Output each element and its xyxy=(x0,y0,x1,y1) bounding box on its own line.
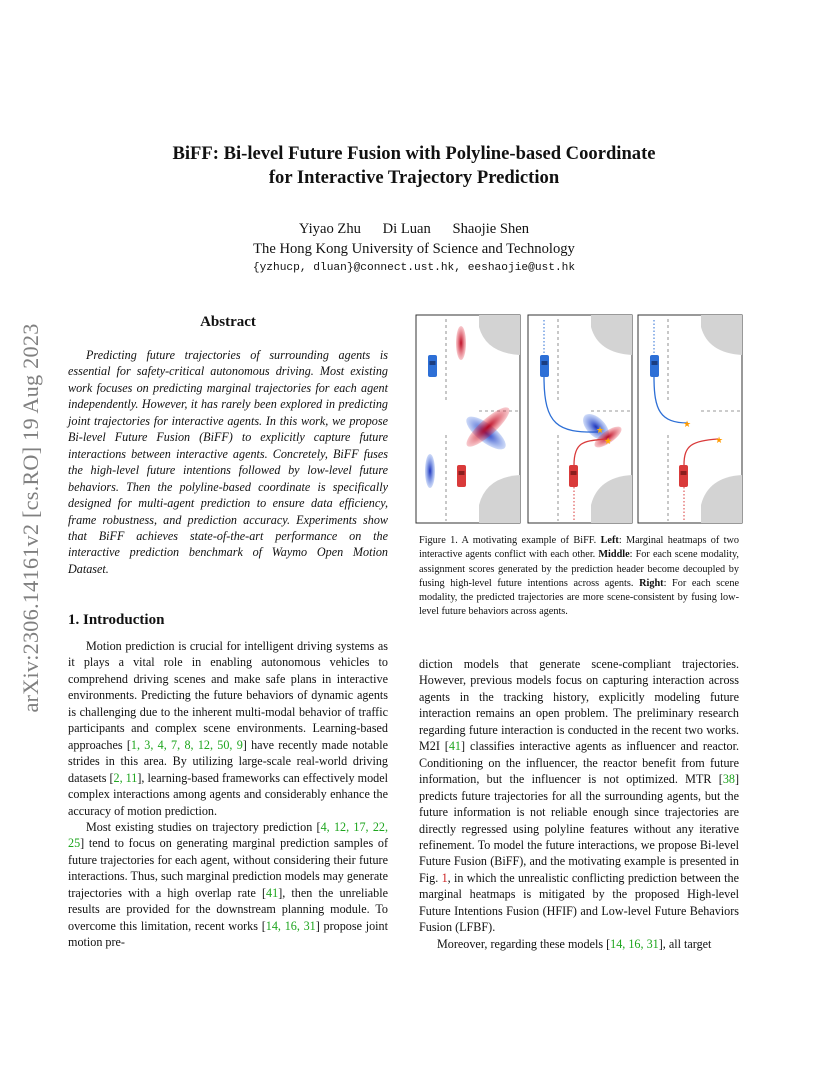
figure-panel-right xyxy=(638,315,742,523)
intro-paragraph-1 xyxy=(68,638,388,819)
red-heatmap-top xyxy=(456,326,466,360)
blue-car xyxy=(428,355,437,377)
text-run: diction models that generate scene-compliant trajectories. However, previous models focus on capturing interaction across agents in the tracking history, explicitly modeling future interaction remains an open problem. The preliminary research regarding future interaction is conducted in the recent two works. M2I [ xyxy=(419,657,739,754)
title-line-1: BiFF: Bi-level Future Fusion with Polyline-based Coordinate xyxy=(172,143,656,164)
citation-link[interactable]: 1, 3, 4, 7, 8, 12, 50, 9 xyxy=(130,737,243,752)
author-1: Yiyao Zhu xyxy=(298,221,361,237)
text-run: ], all target xyxy=(658,936,712,951)
citation-link[interactable]: 14, 16, 31 xyxy=(265,918,316,933)
svg-text:★: ★ xyxy=(683,420,692,430)
text-run: Most existing studies on trajectory prediction [ xyxy=(86,819,321,834)
figure-1-illustration xyxy=(414,314,744,524)
paper-title xyxy=(100,142,728,190)
caption-left-bold: Left xyxy=(600,535,619,546)
caption-label: Figure 1. A motivating example of BiFF. xyxy=(419,535,597,546)
blue-car xyxy=(650,355,659,377)
right-paragraph-1 xyxy=(419,656,739,936)
red-car xyxy=(457,465,466,487)
citation-link[interactable]: 14, 16, 31 xyxy=(610,936,659,951)
text-run: ] have recently made notable strides in this area. By utilizing large-scale real-world driving datasets [ xyxy=(68,737,388,785)
text-run: ] classifies interactive agents as influencer and reactor. Conditioning on the influencer, the reactor benefit from future information, but the influencer is not optimized. MTR [ xyxy=(419,739,739,787)
figure-1-caption xyxy=(419,534,739,620)
author-block xyxy=(100,219,728,277)
title-line-2: for Interactive Trajectory Prediction xyxy=(268,167,560,188)
svg-text:★: ★ xyxy=(596,426,605,436)
caption-right-text: : For each scene modality, the predicted trajectories are more scene-consistent by fusing low-level future behaviors across agents. xyxy=(419,577,740,618)
text-run: Moreover, regarding these models [ xyxy=(437,936,611,951)
figure-link[interactable]: 1 xyxy=(441,870,448,885)
author-2: Di Luan xyxy=(382,221,431,237)
citation-link[interactable]: 41 xyxy=(448,739,461,754)
figure-panel-middle xyxy=(528,315,632,523)
author-email: {yzhucp, dluan}@connect.ust.hk, eeshaojie@ust.hk xyxy=(252,262,576,274)
text-run: ] tend to focus on generating marginal prediction samples of future trajectories for each agent, without considering their future interactions. Thus, such marginal prediction models may generate trajectories with a high overlap rate [ xyxy=(68,836,388,900)
blue-heatmap-bottom xyxy=(425,454,435,488)
author-3: Shaojie Shen xyxy=(452,221,530,237)
arxiv-id: arXiv:2306.14161v2 [cs.RO] 19 Aug 2023 xyxy=(18,323,43,713)
red-car xyxy=(679,465,688,487)
caption-right-bold: Right xyxy=(639,577,664,589)
text-run: ] predicts future trajectories for all the surrounding agents, but the future information is not reliable enough since trajectories are directly regressed using polyline features without any iterative refinement. To model the future interactions, we propose Bi-level Future Fusion (BiFF), and the motivating example is presented in Fig. xyxy=(419,772,739,885)
text-run: ], learning-based frameworks can effectively model complex interactions among agents and considerably enhance the accuracy of motion prediction. xyxy=(68,770,388,818)
blue-car xyxy=(540,355,549,377)
caption-left-text: : Marginal heatmaps of two interactive agents conflict with each other. xyxy=(419,535,740,561)
author-names xyxy=(100,219,728,239)
abstract-text: Predicting future trajectories of surrounding agents is essential for safety-critical autonomous driving. Most existing work focuses on predicting marginal trajectories for each agent independently. However, it has rarely been explored in predicting joint trajectories for interactive agents. In this work, we propose Bi-level Future Fusion (BiFF) to explicitly capture future interactions between interactive agents. Concretely, BiFF fuses the high-level future intentions followed by low-level future behaviors. Then the polyline-based coordinate is specifically designed for multi-agent prediction to ensure data efficiency, frame robustness, and prediction accuracy. Experiments show that BiFF achieves state-of-the-art performance on the interactive prediction benchmark of Waymo Open Motion Dataset. xyxy=(68,348,388,576)
caption-middle-text: : For each scene modality, assignment scores generated by the prediction header become decoupled by fusing high-level future intentions across agents. xyxy=(419,549,739,589)
figure-1 xyxy=(414,314,744,524)
arxiv-stamp xyxy=(15,278,47,758)
text-run: ], then the unreliable results are provided for the downstream planning module. To overcome this limitation, recent works [ xyxy=(68,885,388,933)
red-car xyxy=(569,465,578,487)
figure-panel-left xyxy=(416,315,520,523)
svg-text:★: ★ xyxy=(715,436,724,446)
citation-link[interactable]: 41 xyxy=(266,885,279,900)
citation-link[interactable]: 2, 11 xyxy=(113,770,138,785)
caption-middle-bold: Middle xyxy=(598,549,630,561)
intro-right-column xyxy=(419,656,739,952)
citation-link[interactable]: 4, 12, 17, 22, 25 xyxy=(68,819,388,851)
text-run: Motion prediction is crucial for intelligent driving systems as it plays a vital role in enabling autonomous vehicles to comprehend driving scenes and make safe plans in interactive environments. Predicting the future behaviors of dynamic agents is challenging due to the inherent multi-modal behavior of traffic participants and complex scene environments. Learning-based approaches [ xyxy=(68,639,388,752)
affiliation: The Hong Kong University of Science and Technology xyxy=(253,241,575,257)
svg-text:★: ★ xyxy=(604,437,613,447)
right-paragraph-2 xyxy=(419,936,739,952)
text-run: ] propose joint motion pre- xyxy=(68,918,389,950)
intro-heading: 1. Introduction xyxy=(68,612,165,628)
intro-paragraph-2 xyxy=(68,819,388,951)
citation-link[interactable]: 38 xyxy=(722,772,735,787)
text-run: , in which the unrealistic conflicting prediction between the marginal heatmaps is mitigated by the proposed High-level Future Intentions Fusion (HFIF) and Low-level Future Behaviors Fusion (LFBF). xyxy=(419,870,739,935)
intro-left-column xyxy=(68,638,388,951)
abstract-heading: Abstract xyxy=(200,314,256,330)
